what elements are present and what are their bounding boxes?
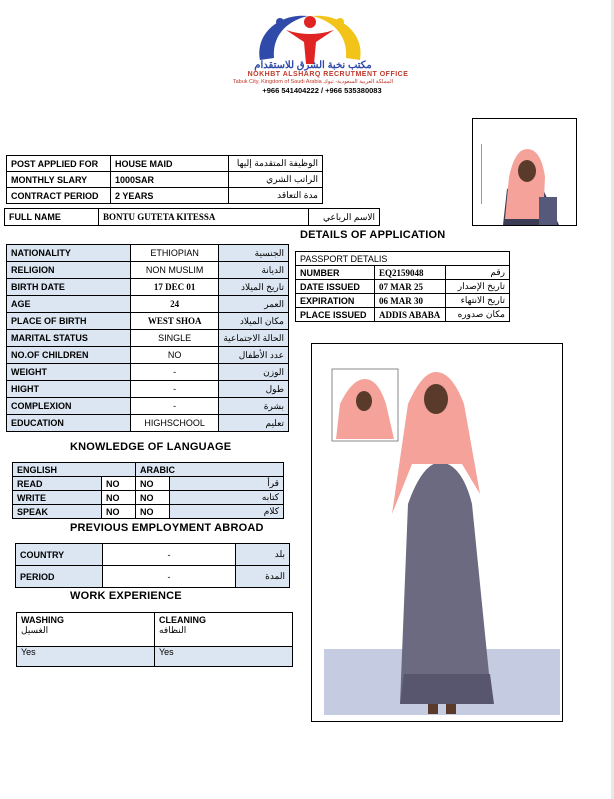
employment-arabic: المدة <box>236 566 290 588</box>
details-row <box>7 279 289 296</box>
company-phones: +966 541404222 / +966 535380083 <box>262 86 382 95</box>
inset-photo <box>332 369 398 441</box>
employment-row <box>16 566 290 588</box>
col-english: ENGLISH <box>13 463 136 477</box>
details-label: NATIONALITY <box>7 245 131 262</box>
language-label: WRITE <box>13 491 102 505</box>
passport-arabic: مكان صدوره <box>446 308 510 322</box>
details-row <box>7 381 289 398</box>
experience-table <box>16 612 293 667</box>
language-english-value: NO <box>102 477 136 491</box>
language-header-row <box>13 463 284 477</box>
details-label: AGE <box>7 296 131 313</box>
application-value: 1000SAR <box>111 172 229 188</box>
passport-value: EQ2159048 <box>375 266 446 280</box>
passport-title-row <box>296 252 510 266</box>
passport-label: PLACE ISSUED <box>296 308 375 322</box>
passport-photo-frame <box>472 118 577 226</box>
exp-cleaning-label: CLEANING <box>159 615 206 625</box>
application-row <box>7 156 323 172</box>
passport-photo <box>473 119 576 225</box>
exp-cleaning-value: Yes <box>155 647 293 667</box>
details-row <box>7 415 289 432</box>
application-table <box>6 155 323 204</box>
passport-arabic: رقم <box>446 266 510 280</box>
details-label: RELIGION <box>7 262 131 279</box>
company-logo <box>250 8 370 66</box>
details-row <box>7 364 289 381</box>
language-row <box>13 477 284 491</box>
application-value: 2 YEARS <box>111 188 229 204</box>
employment-label: COUNTRY <box>16 544 103 566</box>
passport-arabic: تاريخ الإصدار <box>446 280 510 294</box>
experience-heading: WORK EXPERIENCE <box>70 590 182 602</box>
employment-value: - <box>103 566 236 588</box>
details-label: BIRTH DATE <box>7 279 131 296</box>
full-name-value: BONTU GUTETA KITESSA <box>99 209 309 226</box>
application-label: POST APPLIED FOR <box>7 156 111 172</box>
application-arabic: الوظيفة المتقدمة إليها <box>229 156 323 172</box>
company-address: Tabuk City, Kingdom of Saudi Arabia المملكة العربية السعودية- تبوك <box>232 79 394 85</box>
passport-row <box>296 266 510 280</box>
passport-row <box>296 294 510 308</box>
details-row <box>7 262 289 279</box>
details-table <box>6 244 289 432</box>
details-row <box>7 398 289 415</box>
exp-washing <box>17 613 155 647</box>
details-value: ETHIOPIAN <box>131 245 219 262</box>
language-label: READ <box>13 477 102 491</box>
exp-washing-label: WASHING <box>21 615 65 625</box>
company-english-name: NOKHBT ALSHARQ RECRUTMENT OFFICE <box>247 71 409 78</box>
experience-label-row <box>17 613 293 647</box>
details-heading: DETAILS OF APPLICATION <box>300 229 446 241</box>
details-value: - <box>131 381 219 398</box>
logo-figure <box>286 30 334 64</box>
application-value: HOUSE MAID <box>111 156 229 172</box>
details-value: WEST SHOA <box>131 313 219 330</box>
application-arabic: الراتب الشري <box>229 172 323 188</box>
application-label: CONTRACT PERIOD <box>7 188 111 204</box>
details-arabic: بشرة <box>219 398 289 415</box>
language-arabic-label: كلام <box>170 505 284 519</box>
details-value: - <box>131 364 219 381</box>
details-label: COMPLEXION <box>7 398 131 415</box>
employment-label: PERIOD <box>16 566 103 588</box>
details-label: EDUCATION <box>7 415 131 432</box>
language-arabic-label: قرأ <box>170 477 284 491</box>
language-arabic-value: NO <box>136 505 170 519</box>
details-value: NON MUSLIM <box>131 262 219 279</box>
application-row <box>7 188 323 204</box>
language-row <box>13 491 284 505</box>
col-arabic: ARABIC <box>136 463 284 477</box>
details-arabic: مكان الميلاد <box>219 313 289 330</box>
employment-value: - <box>103 544 236 566</box>
details-label: WEIGHT <box>7 364 131 381</box>
details-arabic: الحالة الاجتماعية <box>219 330 289 347</box>
full-body-photo <box>312 344 562 721</box>
passport-row <box>296 308 510 322</box>
exp-cleaning <box>155 613 293 647</box>
details-row <box>7 330 289 347</box>
employment-arabic: بلد <box>236 544 290 566</box>
language-english-value: NO <box>102 505 136 519</box>
passport-value: 07 MAR 25 <box>375 280 446 294</box>
language-arabic-label: كتابه <box>170 491 284 505</box>
details-value: NO <box>131 347 219 364</box>
details-arabic: طول <box>219 381 289 398</box>
exp-washing-arabic: الغسيل <box>21 625 49 635</box>
details-row <box>7 296 289 313</box>
exp-cleaning-arabic: النظافه <box>159 625 187 635</box>
application-arabic: مدة التعاقد <box>229 188 323 204</box>
details-arabic: تاريخ الميلاد <box>219 279 289 296</box>
details-arabic: الديانة <box>219 262 289 279</box>
language-heading: KNOWLEDGE OF LANGUAGE <box>70 441 232 453</box>
language-arabic-value: NO <box>136 477 170 491</box>
full-name-label: FULL NAME <box>5 209 99 226</box>
details-label: HIGHT <box>7 381 131 398</box>
application-label: MONTHLY SLARY <box>7 172 111 188</box>
language-row <box>13 505 284 519</box>
details-label: PLACE OF BIRTH <box>7 313 131 330</box>
passport-title: PASSPORT DETALIS <box>296 252 510 266</box>
passport-arabic: تاريخ الانتهاء <box>446 294 510 308</box>
full-name-row <box>5 209 380 226</box>
details-arabic: عدد الأطفال <box>219 347 289 364</box>
full-name-arabic: الاسم الرباعي <box>309 209 380 226</box>
passport-label: DATE ISSUED <box>296 280 375 294</box>
passport-label: EXPIRATION <box>296 294 375 308</box>
passport-row <box>296 280 510 294</box>
details-value: 24 <box>131 296 219 313</box>
details-value: - <box>131 398 219 415</box>
details-row <box>7 347 289 364</box>
details-value: SINGLE <box>131 330 219 347</box>
application-row <box>7 172 323 188</box>
details-arabic: تعليم <box>219 415 289 432</box>
passport-value: 06 MAR 30 <box>375 294 446 308</box>
passport-label: NUMBER <box>296 266 375 280</box>
language-arabic-value: NO <box>136 491 170 505</box>
employment-heading: PREVIOUS EMPLOYMENT ABROAD <box>70 522 264 534</box>
full-name-table <box>4 208 380 226</box>
language-label: SPEAK <box>13 505 102 519</box>
details-row <box>7 245 289 262</box>
passport-value: ADDIS ABABA <box>375 308 446 322</box>
details-value: 17 DEC 01 <box>131 279 219 296</box>
details-label: NO.OF CHILDREN <box>7 347 131 364</box>
language-english-value: NO <box>102 491 136 505</box>
full-body-photo-frame <box>311 343 563 722</box>
details-row <box>7 313 289 330</box>
company-arabic-name: مكتب نخبة الشرق للاستقدام <box>254 60 372 71</box>
logo-head <box>304 16 316 28</box>
details-label: MARITAL STATUS <box>7 330 131 347</box>
details-arabic: الوزن <box>219 364 289 381</box>
language-table <box>12 462 284 519</box>
experience-value-row <box>17 647 293 667</box>
details-arabic: الجنسية <box>219 245 289 262</box>
exp-washing-value: Yes <box>17 647 155 667</box>
details-value: HIGHSCHOOL <box>131 415 219 432</box>
details-arabic: العمر <box>219 296 289 313</box>
employment-table <box>15 543 290 588</box>
employment-row <box>16 544 290 566</box>
passport-table <box>295 251 510 322</box>
